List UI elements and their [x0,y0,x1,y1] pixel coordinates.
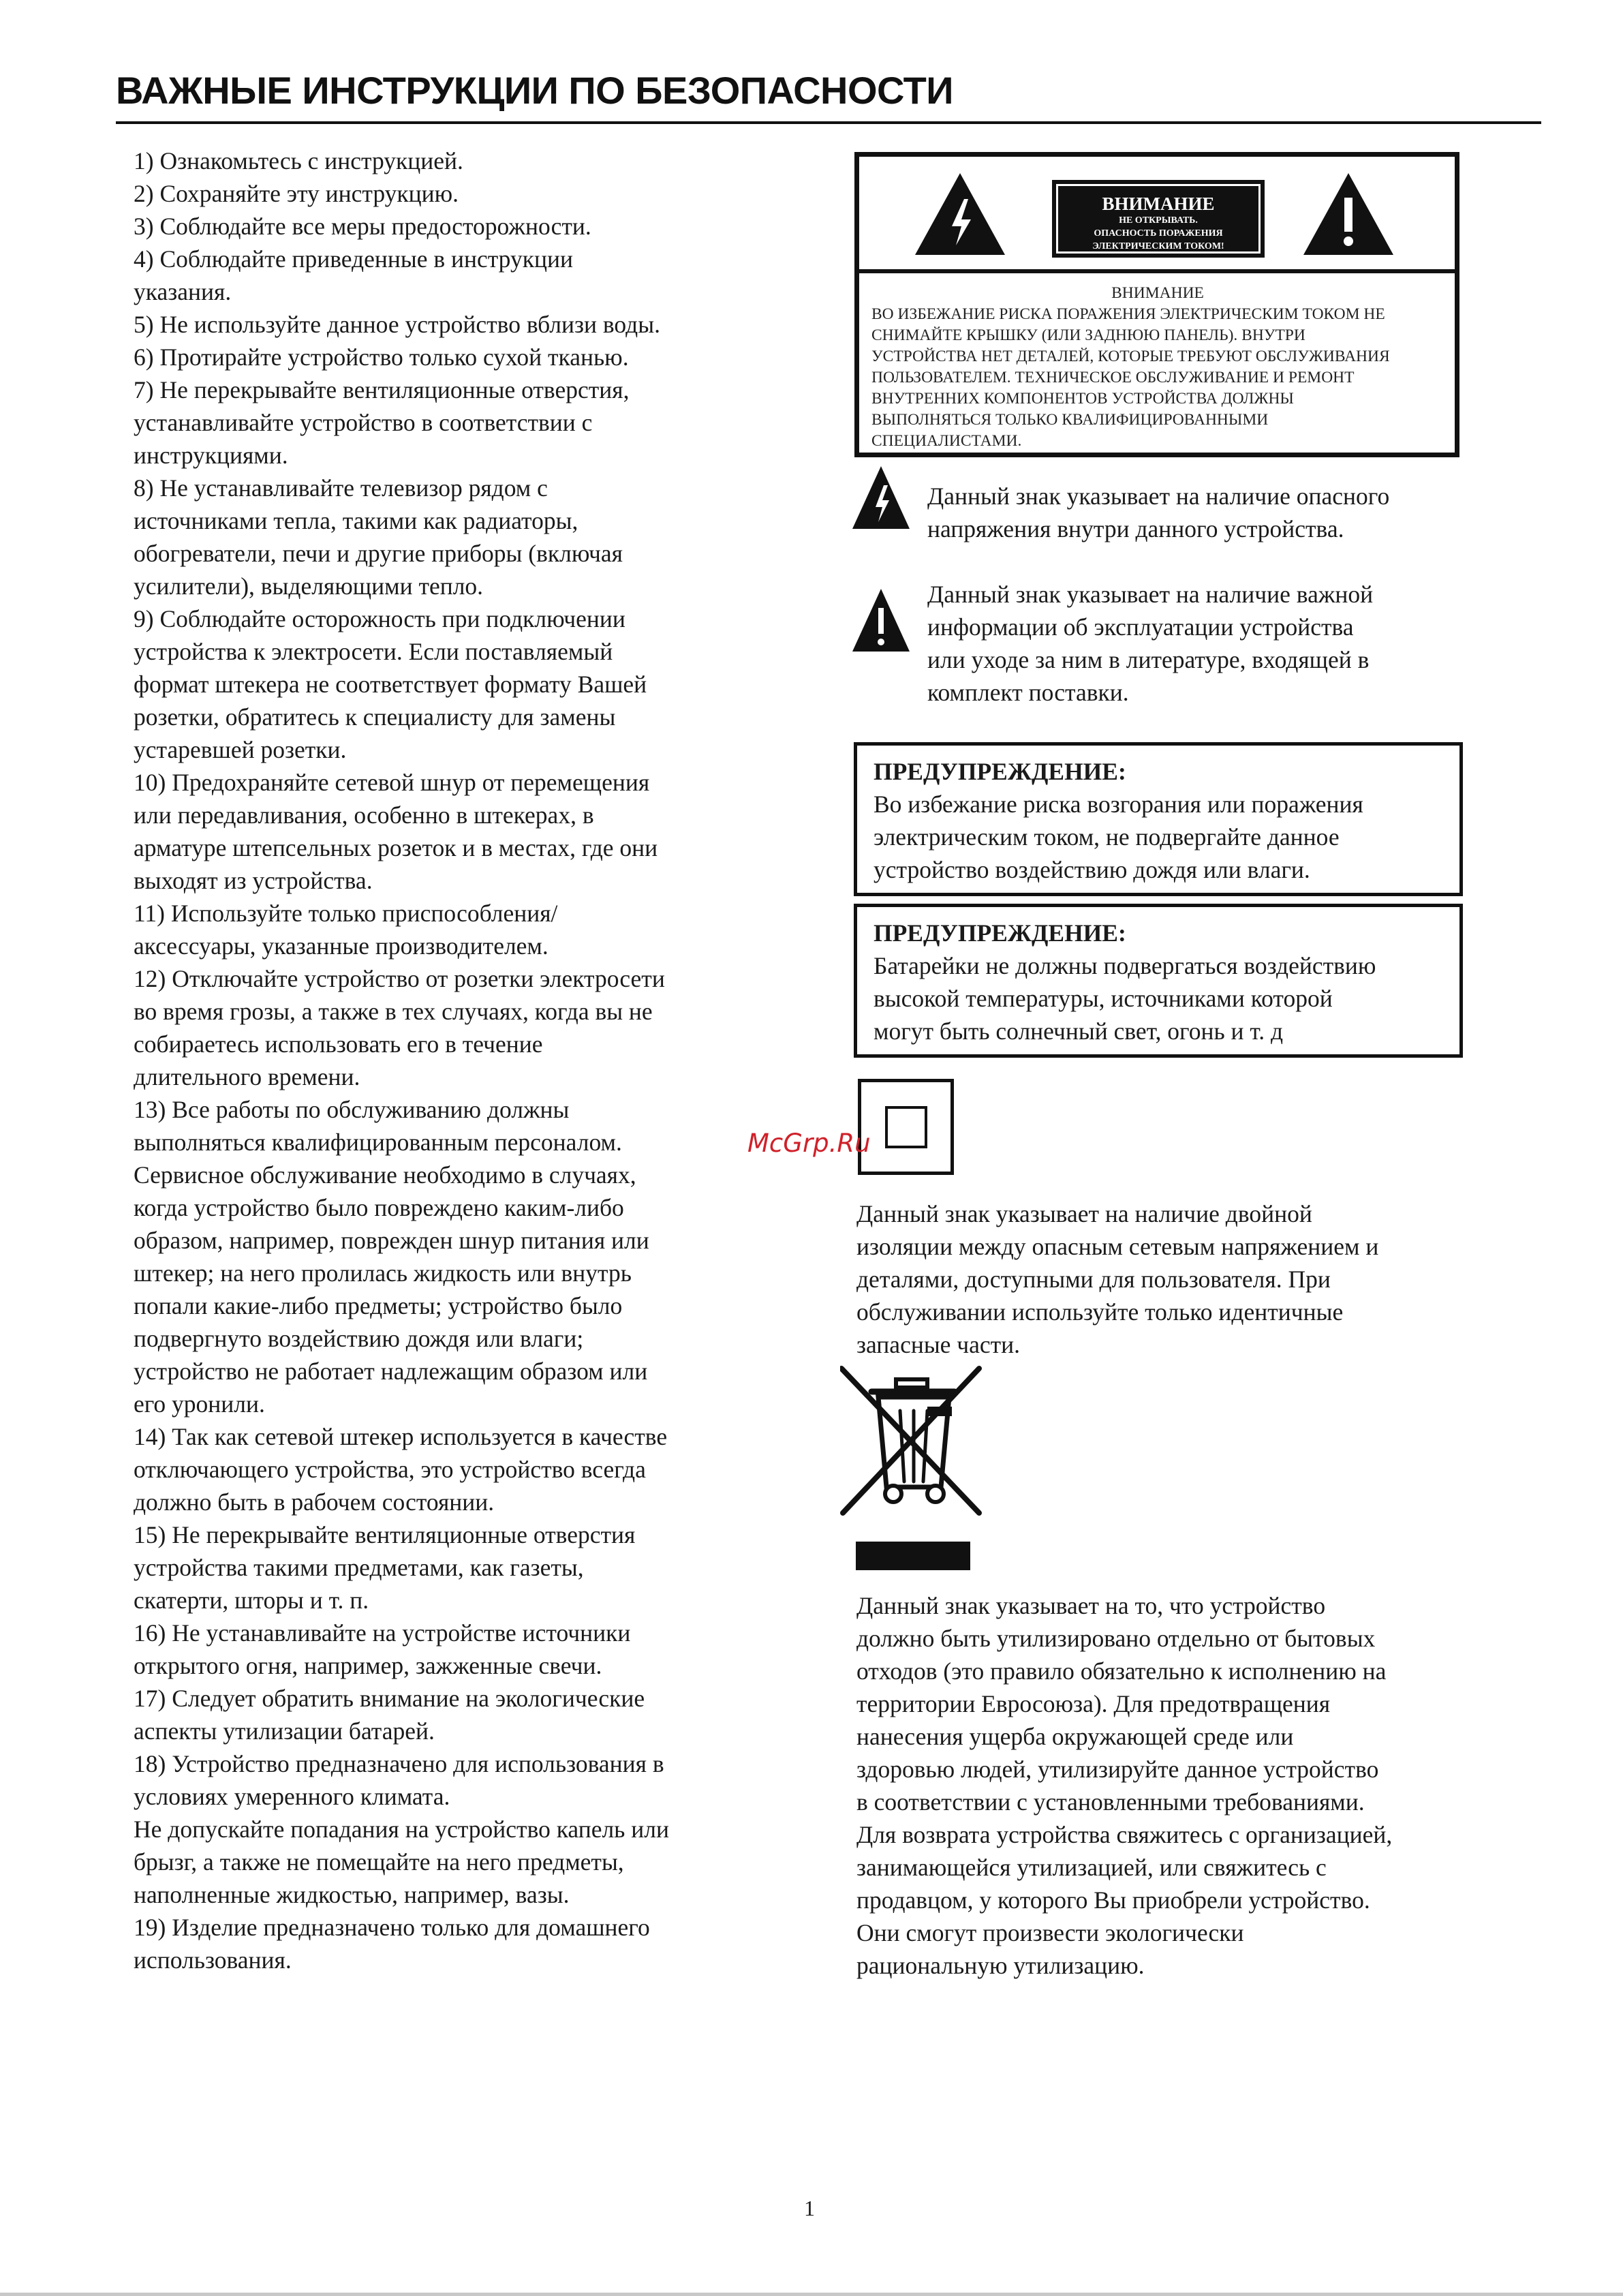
instruction-line: собираетесь использовать его в течение [134,1030,543,1058]
instruction-line: 19) Изделие предназначено только для домашнего [134,1914,650,1941]
weee-line: занимающейся утилизацией, или свяжитесь с [856,1854,1327,1881]
weee-line: продавцом, у которого Вы приобрели устройство. [856,1886,1370,1914]
caution-body-line: ПОЛЬЗОВАТЕЛЕМ. ТЕХНИЧЕСКОЕ ОБСЛУЖИВАНИЕ И РЕМОНТ [871,369,1355,386]
instruction-line: Сервисное обслуживание необходимо в случаях, [134,1161,636,1189]
instruction-line: обогреватели, печи и другие приборы (включая [134,540,623,567]
caution-body-line: ВО ИЗБЕЖАНИЕ РИСКА ПОРАЖЕНИЯ ЭЛЕКТРИЧЕСКИМ ТОКОМ НЕ [871,305,1385,323]
instruction-line: когда устройство было повреждено каким-либо [134,1194,624,1221]
instruction-line: 7) Не перекрывайте вентиляционные отверстия, [134,376,630,403]
instruction-line: указания. [134,278,232,305]
double-insulation-line: обслуживании используйте только идентичные [856,1298,1344,1326]
weee-line: рациональную утилизацию. [856,1952,1145,1979]
instruction-line: 2) Сохраняйте эту инструкцию. [134,180,459,207]
instruction-line: аксессуары, указанные производителем. [134,932,548,960]
instruction-line: устройства к электросети. Если поставляемый [134,638,613,665]
double-insulation-text [856,1197,1378,1361]
weee-line: нанесения ущерба окружающей среде или [856,1723,1294,1750]
weee-line: территории Евросоюза). Для предотвращения [856,1690,1331,1717]
caution-body [871,283,1444,452]
info-sign-line: или уходе за ним в литературе, входящей в [927,646,1370,673]
caution-label-line: ОПАСНОСТЬ ПОРАЖЕНИЯ [1094,228,1223,239]
weee-line: отходов (это правило обязательно к исполнению на [856,1657,1387,1685]
instruction-line: устаревшей розетки. [134,736,347,763]
caution-body-line: УСТРОЙСТВА НЕТ ДЕТАЛЕЙ, КОТОРЫЕ ТРЕБУЮТ ОБСЛУЖИВАНИЯ [871,348,1390,365]
instruction-line: устанавливайте устройство в соответствии с [134,409,593,436]
instruction-line: 5) Не используйте данное устройство вблизи воды. [134,311,660,338]
weee-line: должно быть утилизировано отдельно от бытовых [856,1625,1376,1652]
warning-box-batteries [854,904,1463,1058]
page-title: ВАЖНЫЕ ИНСТРУКЦИИ ПО БЕЗОПАСНОСТИ [116,69,954,112]
instruction-line: открытого огня, например, зажженные свечи. [134,1652,602,1679]
weee-disposal-text [856,1589,1392,1982]
instruction-line: усилители), выделяющими тепло. [134,572,484,600]
exclamation-triangle-icon [1302,172,1395,256]
instruction-line: устройства такими предметами, как газеты, [134,1554,584,1581]
double-insulation-line: запасные части. [856,1331,1021,1358]
instruction-line: источниками тепла, такими как радиаторы, [134,507,578,534]
watermark: McGrp.Ru [747,1129,871,1158]
weee-line: Они смогут произвести экологически [856,1919,1244,1946]
warning-line: высокой температуры, источниками которой [874,985,1333,1012]
instruction-line: устройство не работает надлежащим образом или [134,1358,648,1385]
instruction-line: 15) Не перекрывайте вентиляционные отверстия [134,1521,636,1548]
warning-line: могут быть солнечный свет, огонь и т. д [874,1017,1284,1045]
instruction-line: розетки, обратитесь к специалисту для замены [134,703,616,731]
warning-line: электрическим током, не подвергайте данное [874,823,1340,851]
instruction-line: аспекты утилизации батарей. [134,1717,435,1745]
caution-body-heading: ВНИМАНИЕ [1111,284,1204,302]
instruction-line: отключающего устройства, это устройство всегда [134,1456,646,1483]
warning-heading: ПРЕДУПРЕЖДЕНИЕ: [874,758,1126,785]
instruction-line: 6) Протирайте устройство только сухой тканью. [134,343,629,371]
instruction-line: длительного времени. [134,1063,360,1090]
instructions-list [134,144,754,1976]
double-insulation-icon [858,1079,954,1175]
caution-label-line: ЭЛЕКТРИЧЕСКИМ ТОКОМ! [1092,241,1224,251]
exclamation-triangle-icon [851,587,911,653]
warning-box-moisture [854,742,1463,896]
instruction-line: арматуре штепсельных розеток и в местах, где они [134,834,658,861]
instruction-line: формат штекера не соответствует формату Вашей [134,671,647,698]
instruction-line: выходят из устройства. [134,867,373,894]
instruction-line: выполняться квалифицированным персоналом. [134,1129,622,1156]
instruction-line: 13) Все работы по обслуживанию должны [134,1096,570,1123]
weee-line: Для возврата устройства свяжитесь с организацией, [856,1821,1393,1848]
warning-line: Во избежание риска возгорания или поражения [874,791,1363,818]
instruction-line: 8) Не устанавливайте телевизор рядом с [134,474,548,502]
instruction-line: во время грозы, а также в тех случаях, когда вы не [134,998,653,1025]
instruction-line: условиях умеренного климата. [134,1783,450,1810]
caution-label [1052,180,1265,258]
warning-line: Батарейки не должны подвергаться воздействию [874,952,1376,979]
instruction-line: использования. [134,1946,292,1974]
info-sign-line: информации об эксплуатации устройства [927,613,1354,641]
instruction-line: образом, например, поврежден шнур питания или [134,1227,649,1254]
page-number: 1 [804,2196,815,2220]
instruction-line: попали какие-либо предметы; устройство было [134,1292,623,1319]
instruction-line: 3) Соблюдайте все меры предосторожности. [134,213,591,240]
page-bottom-edge [0,2293,1623,2296]
voltage-sign-line: Данный знак указывает на наличие опасного [927,483,1390,510]
crossed-out-bin-icon [840,1366,983,1517]
instruction-line: 11) Используйте только приспособления/ [134,900,558,927]
double-insulation-inner-square [885,1106,927,1148]
voltage-sign-text [927,480,1389,545]
instruction-line: 18) Устройство предназначено для использования в [134,1750,664,1777]
instruction-line: Не допускайте попадания на устройство капель или [134,1816,669,1843]
instruction-line: инструкциями. [134,442,288,469]
caution-body-line: СПЕЦИАЛИСТАМИ. [871,432,1022,450]
caution-box [854,152,1459,457]
instruction-line: 14) Так как сетевой штекер используется в качестве [134,1423,668,1450]
info-sign-line: Данный знак указывает на наличие важной [927,581,1374,608]
title-divider [116,121,1541,124]
instruction-line: подвергнуто воздействию дождя или влаги; [134,1325,584,1352]
caution-header [859,157,1455,271]
weee-line: в соответствии с установленными требованиями. [856,1788,1365,1816]
instruction-line: должно быть в рабочем состоянии. [134,1488,495,1516]
warning-heading: ПРЕДУПРЕЖДЕНИЕ: [874,919,1126,947]
double-insulation-line: деталями, доступными для пользователя. При [856,1266,1331,1293]
caution-divider [859,269,1455,273]
caution-body-line: ВЫПОЛНЯТЬСЯ ТОЛЬКО КВАЛИФИЦИРОВАННЫМИ [871,411,1269,429]
instruction-line: скатерти, шторы и т. п. [134,1587,369,1614]
caution-body-line: ВНУТРЕННИХ КОМПОНЕНТОВ УСТРОЙСТВА ДОЛЖНЫ [871,390,1294,408]
info-sign-line: комплект поставки. [927,679,1129,706]
instruction-line: или передавливания, особенно в штекерах, в [134,801,594,829]
double-insulation-line: изоляции между опасным сетевым напряжением и [856,1233,1379,1260]
voltage-sign-line: напряжения внутри данного устройства. [927,515,1344,542]
instruction-line: наполненные жидкостью, например, вазы. [134,1881,570,1908]
info-sign-text [927,578,1373,709]
double-insulation-line: Данный знак указывает на наличие двойной [856,1200,1312,1227]
instruction-line: 1) Ознакомьтесь с инструкцией. [134,147,463,174]
instruction-line: его уронили. [134,1390,265,1418]
caution-label-line: НЕ ОТКРЫВАТЬ. [1119,215,1198,226]
instruction-line: 17) Следует обратить внимание на экологические [134,1685,645,1712]
caution-body-line: СНИМАЙТЕ КРЫШКУ (ИЛИ ЗАДНЮЮ ПАНЕЛЬ). ВНУТРИ [871,326,1305,344]
weee-line: Данный знак указывает на то, что устройство [856,1592,1326,1619]
instruction-line: брызг, а также не помещайте на него предметы, [134,1848,624,1876]
caution-label-heading: ВНИМАНИЕ [1102,194,1215,214]
weee-bar [856,1542,970,1570]
warning-line: устройство воздействию дождя или влаги. [874,856,1310,883]
instruction-line: 9) Соблюдайте осторожность при подключении [134,605,625,632]
instruction-line: 4) Соблюдайте приведенные в инструкции [134,245,573,273]
instruction-line: 10) Предохраняйте сетевой шнур от перемещения [134,769,650,796]
instruction-line: 16) Не устанавливайте на устройстве источники [134,1619,631,1647]
weee-line: здоровью людей, утилизируйте данное устройство [856,1756,1379,1783]
instruction-line: штекер; на него пролилась жидкость или внутрь [134,1259,632,1287]
lightning-triangle-icon [851,465,911,530]
instruction-line: 12) Отключайте устройство от розетки электросети [134,965,665,992]
lightning-triangle-icon [914,172,1006,256]
